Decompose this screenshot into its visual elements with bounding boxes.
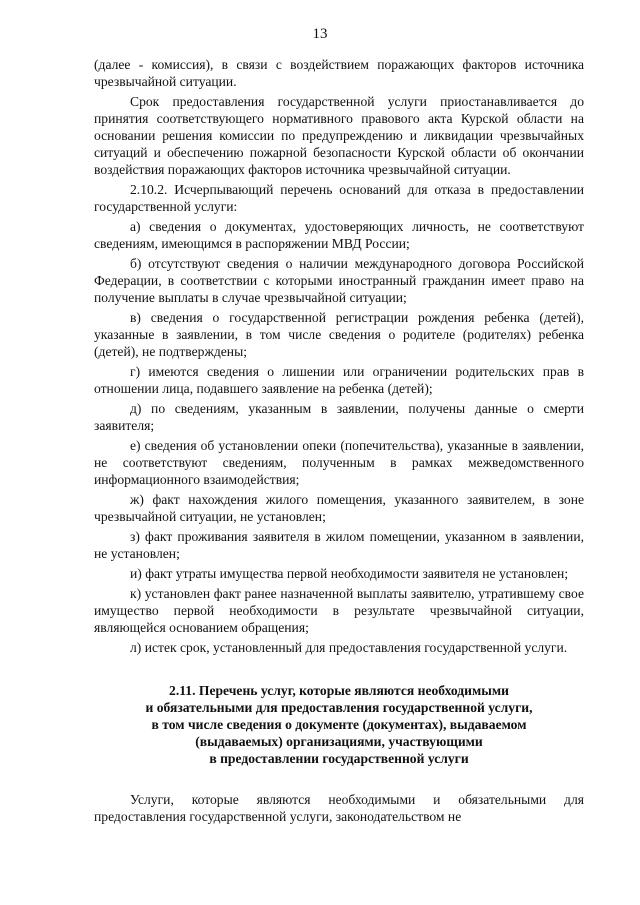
list-item-b: б) отсутствуют сведения о наличии международного договора Российской Федерации, в соответствии с которыми иностранный гражданин имеет право на получение выплаты в случае чрезвычайной ситуации;: [94, 256, 584, 305]
list-item-g: г) имеются сведения о лишении или ограничении родительских прав в отношении лица, подавшего заявление на ребенка (детей);: [94, 364, 584, 396]
paragraph-suspension: Срок предоставления государственной услуги приостанавливается до принятия соответствующего нормативного правового акта Курской области на основании решения комиссии по предупреждению и ликвидации чрезвычайных ситуаций и обеспечению пожарной безопасности Курской области об окончании воздействия поражающих факторов источника чрезвычайной ситуации.: [94, 94, 584, 177]
list-item-k: к) установлен факт ранее назначенной выплаты заявителю, утратившему свое имущество первой необходимости в результате чрезвычайной ситуации, являющейся основанием обращения;: [94, 586, 584, 635]
list-item-zh: ж) факт нахождения жилого помещения, указанного заявителем, в зоне чрезвычайной ситуации, не установлен;: [94, 492, 584, 524]
document-body: [94, 56, 584, 828]
heading-line: в предоставлении государственной услуги: [209, 751, 469, 766]
page-number: 13: [312, 26, 328, 42]
heading-line: (выдаваемых) организациями, участвующими: [195, 734, 483, 749]
heading-line: и обязательными для предоставления государственной услуги,: [145, 700, 533, 715]
heading-line: 2.11. Перечень услуг, которые являются необходимыми: [169, 683, 509, 698]
section-heading: [94, 682, 584, 767]
paragraph-required-services: Услуги, которые являются необходимыми и обязательными для предоставления государственной услуги, законодательством не: [94, 792, 584, 824]
list-item-v: в) сведения о государственной регистрации рождения ребенка (детей), указанные в заявлении, в том числе сведения о родителе (родителях) ребенка (детей), не подтверждены;: [94, 310, 584, 359]
list-item-a: а) сведения о документах, удостоверяющих личность, не соответствуют сведениям, имеющимся в распоряжении МВД России;: [94, 219, 584, 251]
list-item-d: д) по сведениям, указанным в заявлении, получены данные о смерти заявителя;: [94, 401, 584, 433]
paragraph-refusal-grounds: 2.10.2. Исчерпывающий перечень оснований для отказа в предоставлении государственной услуги:: [94, 182, 584, 214]
list-item-e: е) сведения об установлении опеки (попечительства), указанные в заявлении, не соответствуют сведениям, полученным в рамках межведомственного информационного взаимодействия;: [94, 438, 584, 487]
list-item-z: з) факт проживания заявителя в жилом помещении, указанном в заявлении, не установлен;: [94, 529, 584, 561]
list-item-l: л) истек срок, установленный для предоставления государственной услуги.: [130, 640, 568, 655]
list-item-i: и) факт утраты имущества первой необходимости заявителя не установлен;: [130, 566, 569, 581]
paragraph-continuation: (далее - комиссия), в связи с воздействием поражающих факторов источника чрезвычайной ситуации.: [94, 57, 584, 89]
heading-line: в том числе сведения о документе (документах), выдаваемом: [151, 717, 527, 732]
